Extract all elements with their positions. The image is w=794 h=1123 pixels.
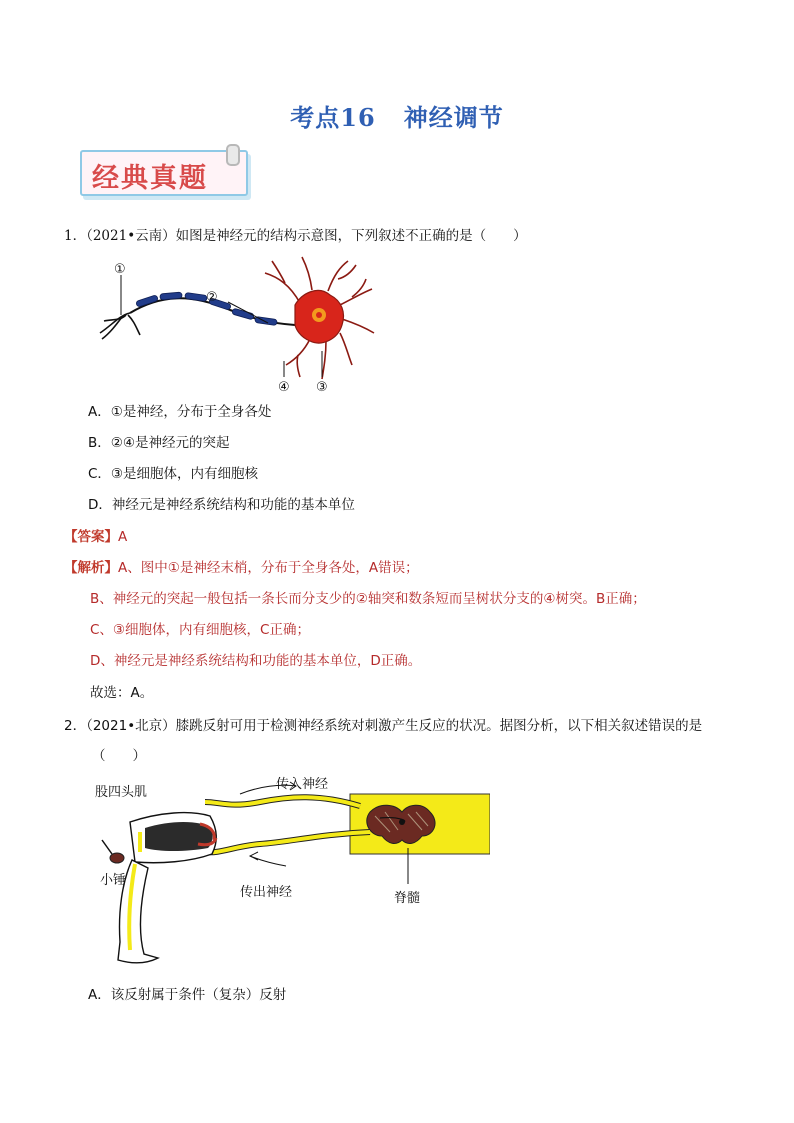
answer-value: A (118, 529, 128, 545)
analysis-tag: 【解析】 (64, 560, 118, 576)
label-1: ① (114, 262, 126, 277)
axon-terminal (100, 313, 140, 339)
answer-tag: 【答案】 (64, 529, 118, 545)
label-quadriceps: 股四头肌 (95, 785, 148, 800)
q2-stem: 2．（2021•北京）膝跳反射可用于检测神经系统对刺激产生反应的状况。据图分析，以下相关叙述错误的是 (64, 718, 703, 734)
knee-reflex-diagram (90, 772, 490, 977)
q1-stem: 1．（2021•云南）如图是神经元的结构示意图，下列叙述不正确的是（ ） (64, 228, 527, 244)
label-4: ④ (278, 380, 290, 395)
quadriceps-muscle (145, 822, 213, 851)
analysis-line-1: A、图中①是神经末梢，分布于全身各处，A错误； (118, 560, 419, 576)
q1-choice: 故选：A。 (90, 685, 154, 701)
q1-option-b: B．②④是神经元的突起 (88, 435, 230, 451)
q1-option-d: D．神经元是神经系统结构和功能的基本单位 (88, 497, 355, 513)
label-3: ③ (316, 380, 328, 395)
q2-option-a: A．该反射属于条件（复杂）反射 (88, 987, 287, 1003)
analysis-line-3: C、③细胞体，内有细胞核，C正确； (90, 622, 310, 638)
title-part2: 神经调节 (403, 103, 504, 132)
q2-stem-cont: （ ） (92, 748, 146, 764)
q1-answer (64, 527, 127, 547)
title-part1: 考点16 (290, 103, 376, 132)
label-hammer: 小锤 (100, 873, 127, 888)
label-2: ② (206, 290, 218, 305)
label-spinal-cord: 脊髓 (394, 891, 421, 906)
section-banner (74, 144, 250, 200)
neuron-diagram (90, 255, 380, 395)
analysis-line-2: B、神经元的突起一般包括一条长而分支少的②轴突和数条短而呈树状分支的④树突。B正确； (90, 591, 646, 607)
label-efferent-nerve: 传出神经 (240, 885, 293, 900)
q1-option-a: A．①是神经，分布于全身各处 (88, 404, 272, 420)
q1-option-c: C．③是细胞体，内有细胞核 (88, 466, 259, 482)
analysis-line-4: D、神经元是神经系统结构和功能的基本单位，D正确。 (90, 653, 422, 669)
label-afferent-nerve: 传入神经 (276, 777, 329, 792)
banner-text: 经典真题 (92, 163, 208, 194)
q1-analysis (64, 558, 419, 578)
page-title (0, 98, 794, 133)
hammer-icon (102, 840, 124, 863)
paperclip-icon (226, 144, 240, 166)
